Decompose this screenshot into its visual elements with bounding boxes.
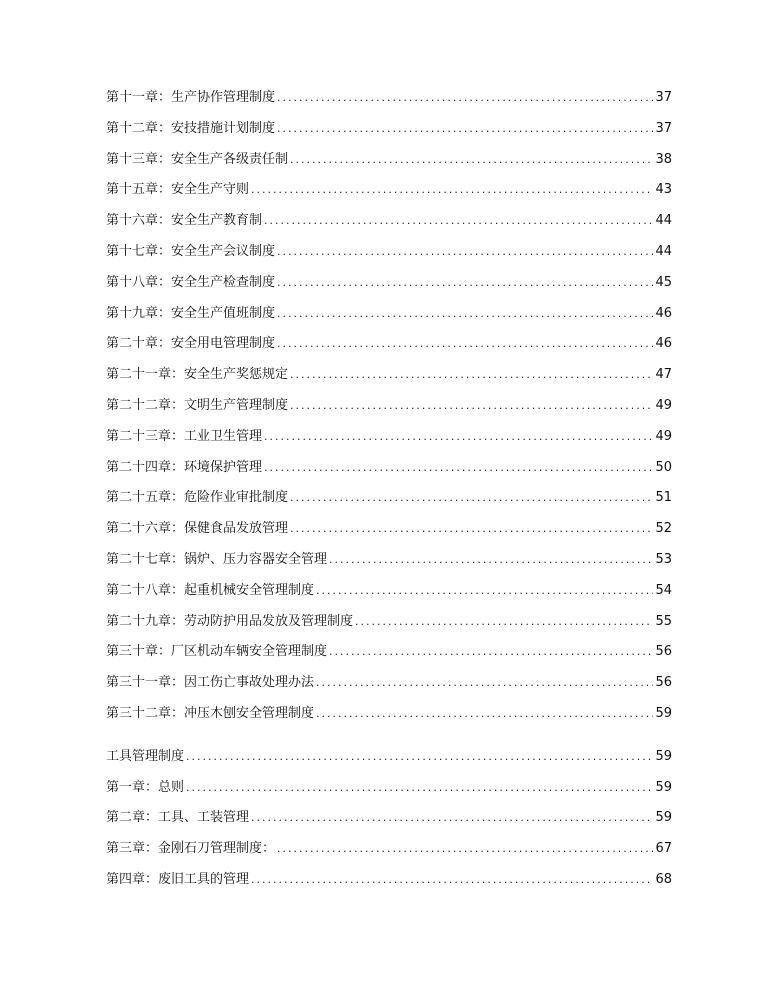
- toc-entry-title: 第二十二章：文明生产管理制度: [106, 397, 289, 413]
- toc-dot-leader: [355, 607, 653, 638]
- toc-dot-leader: [290, 360, 653, 391]
- toc-entry[interactable]: [106, 268, 672, 299]
- toc-dot-leader: [264, 206, 653, 237]
- toc-page-number: 38: [655, 151, 672, 167]
- toc-page-number: 56: [655, 675, 672, 691]
- toc-entry-title: 第十九章：安全生产值班制度: [106, 305, 276, 321]
- toc-entry[interactable]: [106, 391, 672, 422]
- toc-dot-leader: [251, 175, 653, 206]
- toc-page-number: 68: [655, 871, 672, 887]
- toc-page-number: 51: [655, 490, 672, 506]
- toc-entry[interactable]: [106, 83, 672, 114]
- toc-dot-leader: [329, 637, 653, 668]
- toc-page-number: 56: [655, 644, 672, 660]
- toc-entry[interactable]: [106, 637, 672, 668]
- toc-page-number: 59: [655, 748, 672, 764]
- toc-page-number: 50: [655, 459, 672, 475]
- toc-dot-leader: [186, 773, 653, 804]
- toc-dot-leader: [290, 483, 653, 514]
- toc-entry[interactable]: [106, 206, 672, 237]
- toc-dot-leader: [251, 865, 653, 896]
- toc-page-number: 53: [655, 551, 672, 567]
- toc-page-number: 67: [655, 841, 672, 857]
- toc-entry-title: 第二十五章：危险作业审批制度: [106, 490, 289, 506]
- toc-entry[interactable]: [106, 453, 672, 484]
- toc-dot-leader: [277, 834, 653, 865]
- toc-entry[interactable]: [106, 483, 672, 514]
- toc-entry-title: 第十五章：安全生产守则: [106, 182, 250, 198]
- toc-entry[interactable]: [106, 329, 672, 360]
- toc-page-number: 52: [655, 521, 672, 537]
- toc-entry-title: 第二十九章：劳动防护用品发放及管理制度: [106, 613, 354, 629]
- toc-page-number: 54: [655, 582, 672, 598]
- toc-entry[interactable]: [106, 237, 672, 268]
- toc-entry-title: 工具管理制度: [106, 748, 185, 764]
- toc-entry[interactable]: [106, 514, 672, 545]
- toc-entry[interactable]: [106, 175, 672, 206]
- toc-page-number: 55: [655, 613, 672, 629]
- toc-entry-title: 第二十三章：工业卫生管理: [106, 428, 263, 444]
- toc-entry-title: 第三十二章：冲压木刨安全管理制度: [106, 705, 315, 721]
- toc-dot-leader: [290, 145, 653, 176]
- toc-entry-title: 第十八章：安全生产检查制度: [106, 274, 276, 290]
- toc-entry[interactable]: [106, 576, 672, 607]
- toc-dot-leader: [277, 83, 653, 114]
- toc-dot-leader: [264, 422, 653, 453]
- toc-dot-leader: [316, 699, 653, 730]
- toc-entry-title: 第三十章：厂区机动车辆安全管理制度: [106, 644, 328, 660]
- toc-page-number: 44: [655, 213, 672, 229]
- toc-page-number: 37: [655, 120, 672, 136]
- toc-page-number: 59: [655, 779, 672, 795]
- toc-entry-title: 第二十八章：起重机械安全管理制度: [106, 582, 315, 598]
- toc-dot-leader: [277, 268, 653, 299]
- toc-entry[interactable]: [106, 834, 672, 865]
- toc-entry[interactable]: [106, 299, 672, 330]
- toc-dot-leader: [277, 299, 653, 330]
- toc-entry-title: 第三十一章：因工伤亡事故处理办法: [106, 675, 315, 691]
- toc-entry-title: 第二十六章：保健食品发放管理: [106, 521, 289, 537]
- toc-entry-title: 第二十一章：安全生产奖惩规定: [106, 367, 289, 383]
- toc-entry-title: 第十七章：安全生产会议制度: [106, 243, 276, 259]
- toc-entry-title: 第一章：总则: [106, 779, 185, 795]
- toc-entry[interactable]: [106, 114, 672, 145]
- toc-dot-leader: [316, 576, 653, 607]
- toc-page-number: 44: [655, 243, 672, 259]
- toc-entry[interactable]: [106, 773, 672, 804]
- toc-dot-leader: [186, 742, 653, 773]
- toc-dot-leader: [316, 668, 653, 699]
- toc-page-number: 49: [655, 428, 672, 444]
- toc-entry-title: 第十二章：安技措施计划制度: [106, 120, 276, 136]
- toc-entry[interactable]: [106, 145, 672, 176]
- toc-dot-leader: [264, 453, 653, 484]
- toc-entry-title: 第十六章：安全生产教育制: [106, 213, 263, 229]
- toc-page-number: 59: [655, 705, 672, 721]
- toc-entry[interactable]: [106, 699, 672, 730]
- toc-section-heading[interactable]: [106, 742, 672, 773]
- toc-dot-leader: [277, 237, 653, 268]
- toc-entry-title: 第二十四章：环境保护管理: [106, 459, 263, 475]
- toc-page-number: 49: [655, 397, 672, 413]
- toc-page-number: 46: [655, 336, 672, 352]
- toc-entry[interactable]: [106, 668, 672, 699]
- toc-entry[interactable]: [106, 865, 672, 896]
- toc-entry-title: 第二十七章：锅炉、压力容器安全管理: [106, 551, 328, 567]
- toc-dot-leader: [329, 545, 653, 576]
- toc-entry[interactable]: [106, 360, 672, 391]
- toc-entry-title: 第四章：废旧工具的管理: [106, 871, 250, 887]
- toc-page-number: 37: [655, 90, 672, 105]
- toc-page-number: 59: [655, 810, 672, 826]
- toc-dot-leader: [290, 391, 653, 422]
- toc-dot-leader: [290, 514, 653, 545]
- toc-entry-title: 第三章：金刚石刀管理制度：: [106, 841, 276, 857]
- toc-entry[interactable]: [106, 422, 672, 453]
- toc-entry-title: 第十三章：安全生产各级责任制: [106, 151, 289, 167]
- toc-page-number: 45: [655, 274, 672, 290]
- toc-page-number: 47: [655, 367, 672, 383]
- toc-dot-leader: [277, 114, 653, 145]
- toc-entry-title: 第二十章：安全用电管理制度: [106, 336, 276, 352]
- toc-page-number: 43: [655, 182, 672, 198]
- toc-entry[interactable]: [106, 803, 672, 834]
- toc-entry[interactable]: [106, 607, 672, 638]
- toc-entry-title: 第二章：工具、工装管理: [106, 810, 250, 826]
- toc-entry-title: 第十一章：生产协作管理制度: [106, 90, 276, 105]
- toc-entry[interactable]: [106, 545, 672, 576]
- table-of-contents: [106, 83, 672, 896]
- toc-page-number: 46: [655, 305, 672, 321]
- toc-dot-leader: [251, 803, 653, 834]
- toc-dot-leader: [277, 329, 653, 360]
